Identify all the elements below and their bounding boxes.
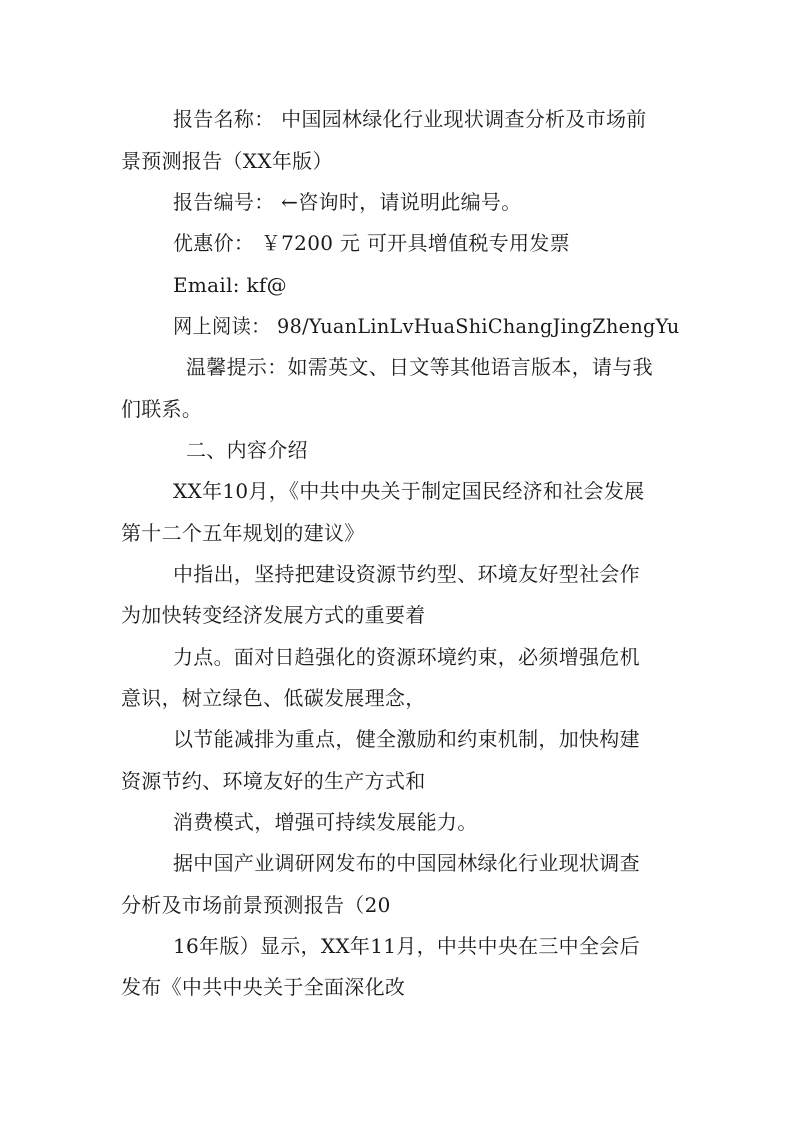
- online-reading-line: 网上阅读： 98/YuanLinLvHuaShiChangJingZhengYu: [173, 314, 680, 338]
- paragraph-line: 据中国产业调研网发布的中国园林绿化行业现状调查: [173, 851, 640, 875]
- paragraph-line: 第十二个五年规划的建议》: [121, 521, 365, 545]
- email-line: Email: kf@: [173, 273, 287, 297]
- paragraph-line: 力点。面对日趋强化的资源环境约束，必须增强危机: [173, 645, 640, 669]
- paragraph-line: 消费模式，增强可持续发展能力。: [173, 810, 478, 834]
- paragraph-line: 以节能减排为重点，健全激励和约束机制，加快构建: [173, 727, 640, 751]
- paragraph-line: 资源节约、环境友好的生产方式和: [121, 769, 426, 793]
- paragraph-line: 16年版）显示，XX年11月，中共中央在三中全会后: [173, 934, 640, 958]
- paragraph-line: XX年10月，《中共中央关于制定国民经济和社会发展: [173, 479, 645, 503]
- report-name-line: 报告名称： 中国园林绿化行业现状调查分析及市场前: [173, 107, 647, 131]
- report-number-line: 报告编号： ←咨询时，请说明此编号。: [173, 190, 522, 214]
- section-heading: 二、内容介绍: [186, 438, 308, 462]
- paragraph-line: 分析及市场前景预测报告（20: [121, 893, 391, 917]
- report-name-line-cont: 景预测报告（XX年版）: [121, 149, 333, 173]
- paragraph-line: 为加快转变经济发展方式的重要着: [121, 603, 426, 627]
- notice-line: 温馨提示：如需英文、日文等其他语言版本，请与我: [186, 355, 653, 379]
- notice-line-cont: 们联系。: [121, 397, 203, 421]
- paragraph-line: 发布《中共中央关于全面深化改: [121, 975, 406, 999]
- paragraph-line: 意识，树立绿色、低碳发展理念，: [121, 686, 426, 710]
- price-line: 优惠价： ￥7200 元 可开具增值税专用发票: [173, 231, 570, 255]
- paragraph-line: 中指出，坚持把建设资源节约型、环境友好型社会作: [173, 562, 640, 586]
